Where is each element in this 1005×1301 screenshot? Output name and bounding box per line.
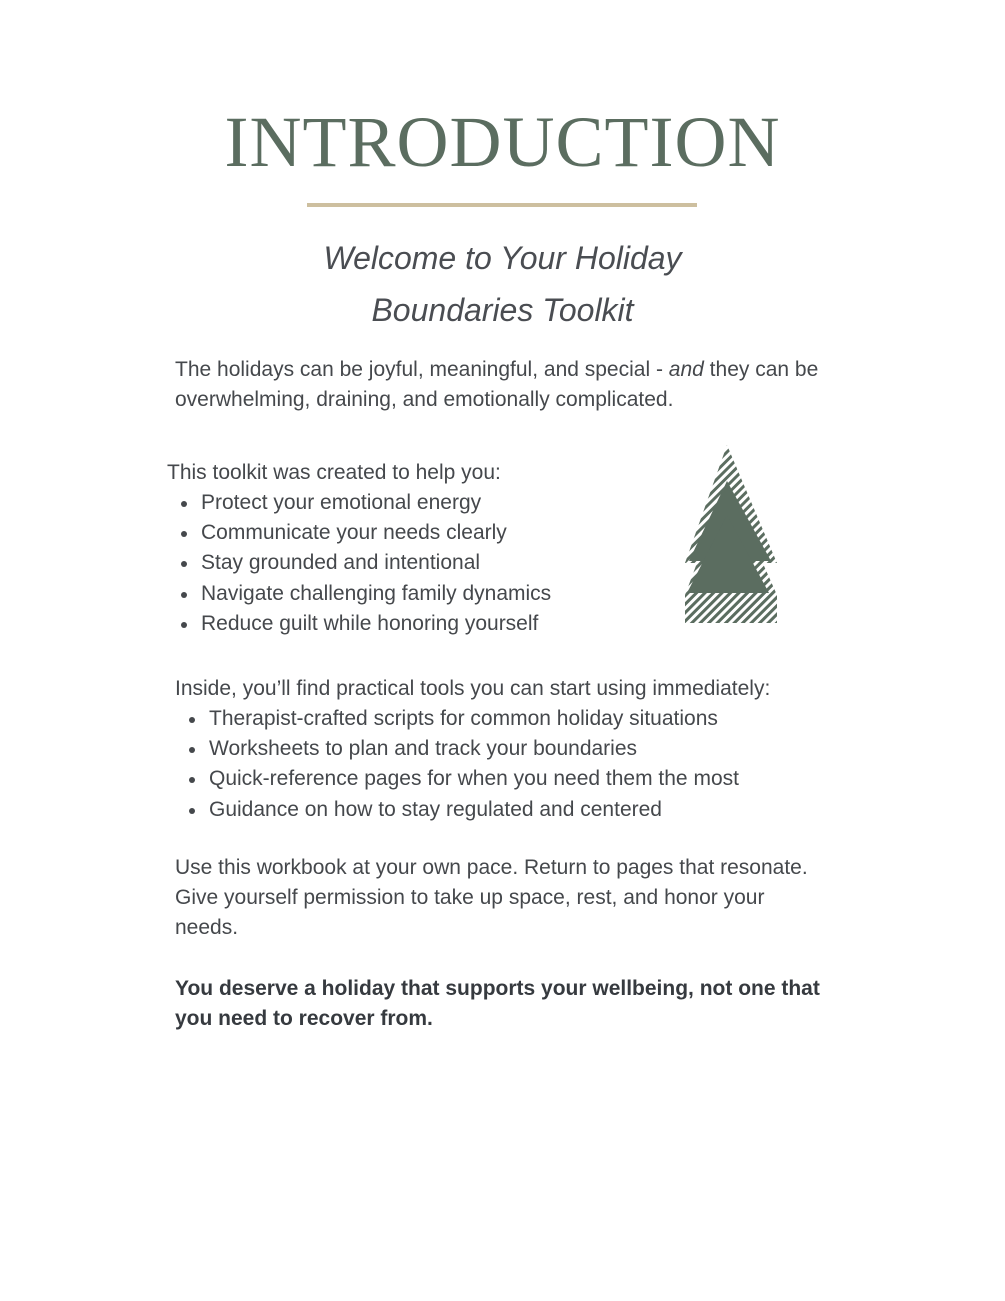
closing-statement: You deserve a holiday that supports your wellbeing, not one that you need to recover from. [175, 977, 820, 1030]
list-item: Guidance on how to stay regulated and centered [175, 795, 739, 825]
subtitle-line-1: Welcome to Your Holiday [323, 240, 682, 276]
contents-list [175, 704, 739, 825]
page-title: INTRODUCTION [224, 102, 781, 182]
contents-lead: Inside, you’ll find practical tools you can start using immediately: [175, 677, 771, 700]
list-item: Therapist-crafted scripts for common holiday situations [175, 704, 739, 734]
intro-emphasis: and [668, 358, 704, 381]
purpose-lead: This toolkit was created to help you: [167, 461, 501, 484]
list-item: Reduce guilt while honoring yourself [167, 609, 551, 639]
list-item: Worksheets to plan and track your boundaries [175, 734, 739, 764]
page-subtitle [0, 232, 1005, 336]
intro-text-before: The holidays can be joyful, meaningful, and special - [175, 358, 669, 381]
list-item: Communicate your needs clearly [167, 518, 551, 548]
list-item: Navigate challenging family dynamics [167, 579, 551, 609]
list-item: Stay grounded and intentional [167, 548, 551, 578]
subtitle-line-2: Boundaries Toolkit [371, 292, 634, 328]
usage-paragraph: Use this workbook at your own pace. Return to pages that resonate. Give yourself permission to take up space, rest, and honor your needs. [175, 856, 808, 939]
list-item: Protect your emotional energy [167, 488, 551, 518]
intro-paragraph [175, 355, 825, 415]
list-item: Quick-reference pages for when you need them the most [175, 764, 739, 794]
purpose-list [167, 488, 551, 639]
intro-text-after: they can be overwhelming, draining, and emotionally complicated. [175, 358, 819, 411]
title-divider [307, 203, 697, 207]
christmas-tree-icon [683, 443, 779, 625]
